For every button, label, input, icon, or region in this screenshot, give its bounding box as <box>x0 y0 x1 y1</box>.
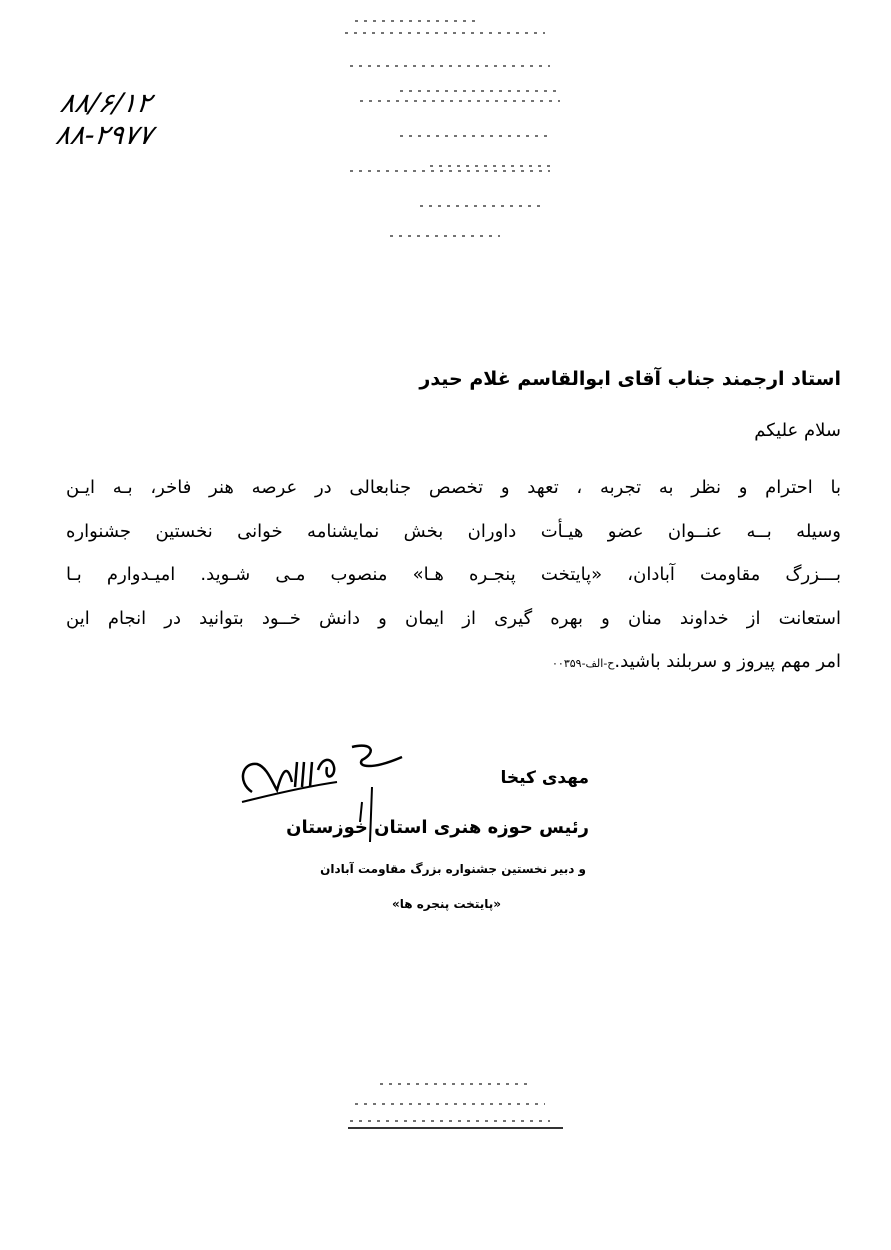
handwritten-date: ۸۸/۶/۱۲ <box>58 88 154 119</box>
handwritten-number: ۸۸-۲۹۷۷ <box>53 120 155 151</box>
signatory-subtitle-2: «پایتخت پنجره ها» <box>391 897 501 911</box>
body-line: امر مهم پیروز و سربلند باشید. <box>614 651 841 672</box>
reference-code: ح-الف-۰۰۳۵۹ <box>552 657 615 670</box>
signatory-title: رئیس حوزه هنری استان خوزستان <box>286 817 589 838</box>
signatory-name: مهدی کیخا <box>500 768 589 788</box>
signatory-subtitle-1: و دبیر نخستین جشنواره بزرگ مقاومت آبادان <box>320 862 586 876</box>
body-line: وسیله بــه عنــوان عضو هیـأت داوران بخش نمایشنامه خوانی نخستین جشنواره <box>66 520 841 542</box>
faded-footer <box>340 1075 570 1135</box>
body-line: با احترام و نظر به تجربه ، تعهد و تخصص جنابعالی در عرصه هنر فاخر، بـه ایـن <box>66 477 841 498</box>
salutation: استاد ارجمند جناب آقای ابوالقاسم غلام حیدر <box>419 368 841 390</box>
body-line-last <box>66 640 841 686</box>
footer-rule <box>348 1127 563 1129</box>
body-line: بـــزرگ مقاومت آبادان، «پایتخت پنجـره هـا» منصوب مـی شـوید. امیـدوارم بـا <box>66 564 841 585</box>
faded-letterhead <box>340 10 570 250</box>
handwritten-reference <box>54 88 160 152</box>
letter-body <box>66 466 841 686</box>
greeting: سلام علیکم <box>754 420 841 441</box>
body-line: استعانت از خداوند منان و بهره گیری از ایمان و دانش خــود بتوانید در انجام این <box>66 607 841 629</box>
